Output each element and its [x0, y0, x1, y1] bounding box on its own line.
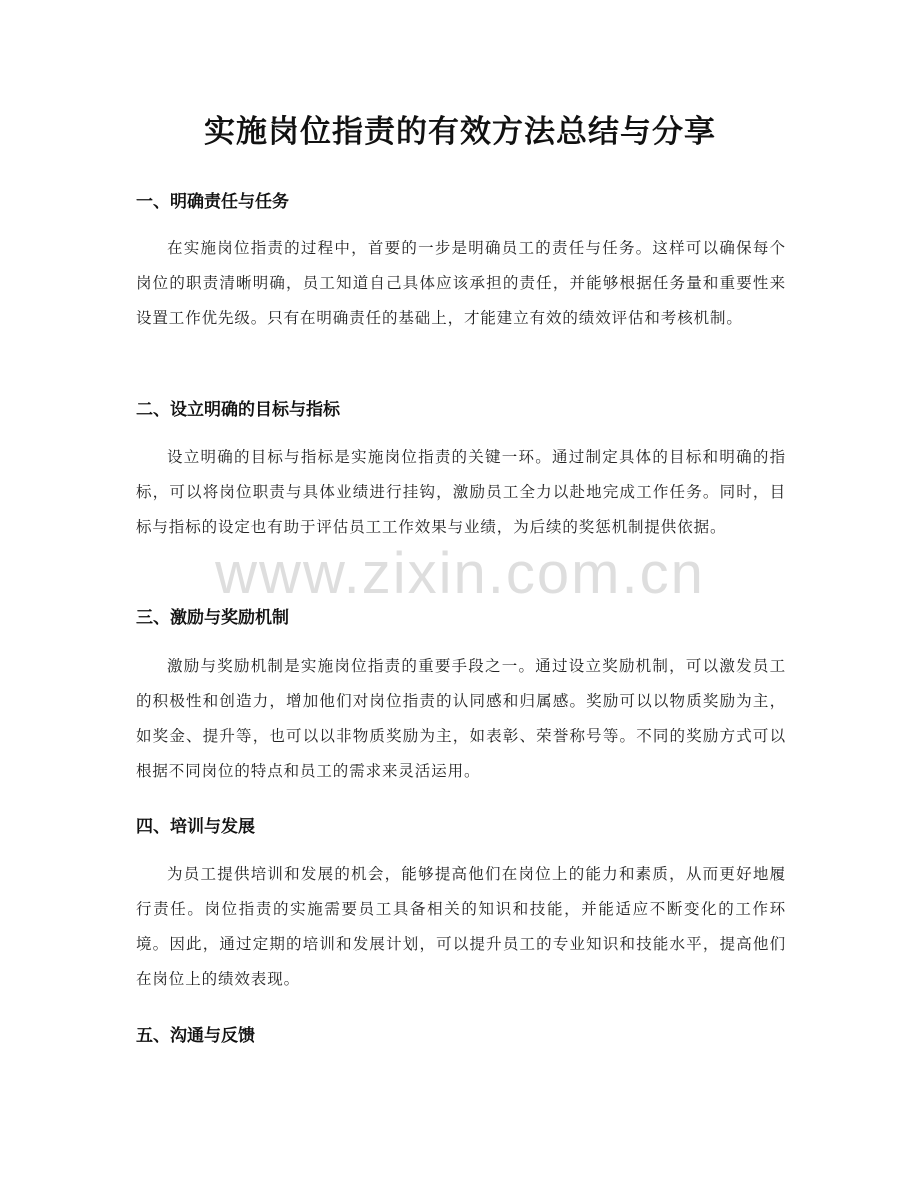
- watermark: www.zixin.com.cn: [215, 541, 705, 606]
- section-1-heading: 一、明确责任与任务: [136, 192, 289, 212]
- section-2-paragraph: 设立明确的目标与指标是实施岗位指责的关键一环。通过制定具体的目标和明确的指标，可以将岗位职责与具体业绩进行挂钩，激励员工全力以赴地完成工作任务。同时，目标与指标的设定也有助于评估员工工作效果与业绩，为后续的奖惩机制提供依据。: [136, 448, 786, 536]
- document-title: 实施岗位指责的有效方法总结与分享: [204, 114, 716, 150]
- section-4-paragraph: 为员工提供培训和发展的机会，能够提高他们在岗位上的能力和素质，从而更好地履行责任。岗位指责的实施需要员工具备相关的知识和技能，并能适应不断变化的工作环境。因此，通过定期的培训和发展计划，可以提升员工的专业知识和技能水平，提高他们在岗位上的绩效表现。: [136, 865, 786, 988]
- section-4-heading: 四、培训与发展: [136, 817, 255, 837]
- section-3-paragraph: 激励与奖励机制是实施岗位指责的重要手段之一。通过设立奖励机制，可以激发员工的积极性和创造力，增加他们对岗位指责的认同感和归属感。奖励可以以物质奖励为主，如奖金、提升等，也可以以非物质奖励为主，如表彰、荣誉称号等。不同的奖励方式可以根据不同岗位的特点和员工的需求来灵活运用。: [136, 657, 786, 780]
- section-2-heading: 二、设立明确的目标与指标: [136, 400, 340, 420]
- section-1-paragraph: 在实施岗位指责的过程中，首要的一步是明确员工的责任与任务。这样可以确保每个岗位的职责清晰明确，员工知道自己具体应该承担的责任，并能够根据任务量和重要性来设置工作优先级。只有在明确责任的基础上，才能建立有效的绩效评估和考核机制。: [136, 239, 786, 327]
- section-3-heading: 三、激励与奖励机制: [136, 608, 289, 628]
- section-5-heading: 五、沟通与反馈: [136, 1026, 255, 1046]
